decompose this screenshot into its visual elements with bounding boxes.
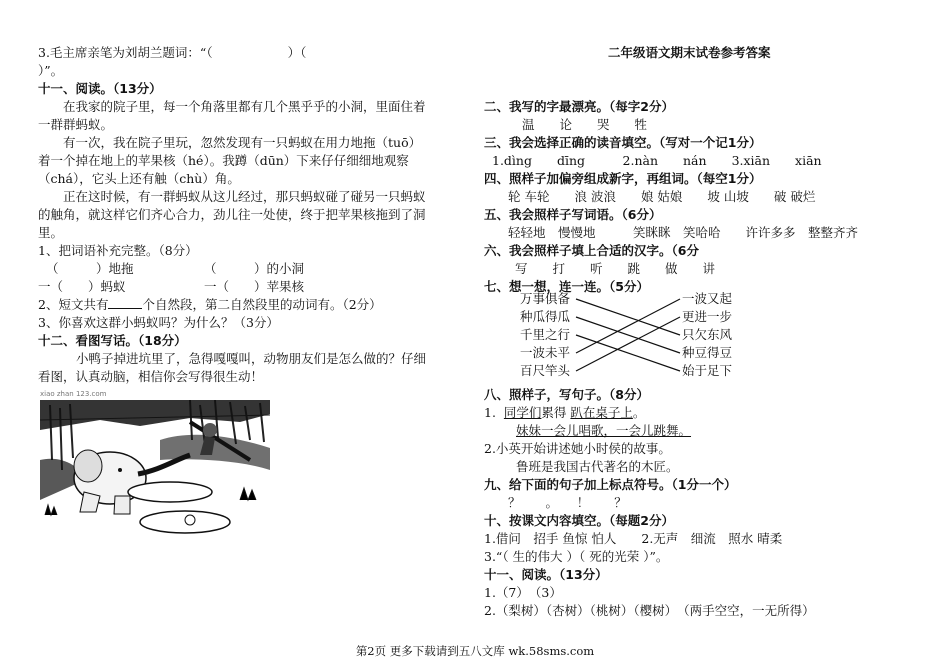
q1-blank-1: （ ）地拖 [46,261,134,276]
illustration-watermark: xiao zhan 123.com [40,390,107,398]
idiom-left-2: 种瓜得瓜 [520,309,571,324]
section-12-title: 十二、看图写话。（18分） [38,333,187,348]
passage-p3-line3: 里。 [38,225,64,240]
question-2-part-a: 2、短文共有 [38,297,109,312]
sentence-verb: 累得 [541,405,567,420]
page-footer: 第2页 更多下载请到五八文库 wk.58sms.com [355,644,595,658]
section-3-answers: 1.dìng dīng 2.nàn nán 3.xiān xiān [492,153,822,168]
q1-blank-4: 一（ ）苹果核 [204,279,305,294]
section-5-answers: 轻轻地 慢慢地 笑眯眯 笑哈哈 许许多多 整整齐齐 [508,225,859,240]
section-10-answer-2: 3.“（ 生的伟大 ）（ 死的光荣 ）”。 [484,549,669,564]
question-1: 1、把词语补充完整。（8分） [38,243,198,258]
q3-fill-blank: 3.毛主席亲笔为刘胡兰题词：“（ ）（ [38,45,307,60]
underlined-subject: 同学们 [503,405,542,420]
cartoon-illustration [40,390,270,532]
passage-p2-line1: 有一次，我在院子里玩，忽然发现有一只蚂蚁在用力地拖（tuō） [63,135,422,150]
section-9-answers: ？ 。 ！ ？ [508,495,627,510]
item-number: 1. [484,405,496,420]
passage-p3-line1: 正在这时候，有一群蚂蚁从这儿经过，那只蚂蚁碰了碰另一只蚂蚁 [63,189,426,204]
idiom-right-1: 一波又起 [682,291,733,306]
idiom-right-4: 种豆得豆 [682,345,733,360]
section-11-answer-2: 2.（梨树）（杏树）（桃树）（樱树） （两手空空，一无所得） [484,603,815,618]
idiom-right-2: 更进一步 [682,309,733,324]
passage-p3-line2: 的触角，就这样它们齐心合力，劲儿往一处使，终于把苹果核拖到了洞 [38,207,426,222]
section-10-title: 十、按课文内容填空。（每题2分） [484,513,674,528]
q3-fill-blank-cont: ）”。 [38,63,64,78]
writing-prompt-line2: 看图，认真动脑，相信你会写得很生动！ [38,369,264,384]
matching-lines [520,290,750,390]
sentence-end: 。 [632,405,646,420]
section-8-example-2: 2.小英开始讲述她小时侯的故事。 [484,441,671,456]
underlined-result: 趴在桌子上 [570,405,633,420]
section-11-title: 十一、阅读。（13分） [38,81,162,96]
writing-prompt-line1: 小鸭子掉进坑里了，急得嘎嘎叫，动物朋友们是怎么做的？仔细 [76,351,427,366]
passage-p2-line3: （chá），它头上还有触（chù）角。 [38,171,240,186]
section-11-answer-1: 1.（7） （3） [484,585,562,600]
section-7-title: 七、想一想，连一连。（5分） [484,279,649,294]
idiom-right-5: 始于足下 [682,363,733,378]
idiom-left-5: 百尺竿头 [520,363,571,378]
section-8-answer-1: 妹妹一会儿唱歌，一会儿跳舞。 [516,423,692,438]
section-10-answer-1: 1.借问 招手 鱼惊 怕人 2.无声 细流 照水 晴柔 [484,531,783,546]
passage-p1-line1: 在我家的院子里，每一个角落里都有几个黑乎乎的小洞，里面住着 [63,99,426,114]
q1-blank-2: （ ）的小洞 [204,261,305,276]
section-4-answers: 轮 车轮 浪 波浪 娘 姑娘 坡 山坡 破 破烂 [508,189,816,204]
section-9-title: 九、给下面的句子加上标点符号。（1分一个） [484,477,737,492]
question-2-part-b: 个自然段，第二自然段里的动词有。（2分） [142,297,382,312]
answer-blank [108,298,142,309]
section-5-title: 五、我会照样子写词语。（6分） [484,207,662,222]
section-2-answers: 温 论 哭 牲 [522,117,648,132]
section-6-answers: 写 打 听 跳 做 讲 [515,261,716,276]
section-4-title: 四、照样子加偏旁组成新字，再组词。（每空1分） [484,171,762,186]
question-2 [38,296,382,314]
section-6-title: 六、我会照样子填上合适的汉字。（6分 [484,243,699,258]
passage-p1-line2: 一群群蚂蚁。 [38,117,114,132]
q1-blank-3: 一（ ）蚂蚁 [38,279,126,294]
idiom-left-1: 万事俱备 [520,291,571,306]
matching-exercise [520,290,750,390]
passage-p2-line2: 着一个掉在地上的苹果核（hé）。我蹲（dūn）下来仔仔细细地观察 [38,153,409,168]
section-3-title: 三、我会选择正确的读音填空。（写对一个记1分） [484,135,762,150]
section-8-title: 八、照样子，写句子。（8分） [484,387,649,402]
section-2-title: 二、我写的字最漂亮。（每字2分） [484,99,674,114]
idiom-left-4: 一波未平 [520,345,571,360]
answer-key-heading: 二年级语文期末试卷参考答案 [608,45,771,60]
question-3: 3、你喜欢这群小蚂蚁吗？为什么？（3分） [38,315,279,330]
idiom-right-3: 只欠东风 [682,327,733,342]
idiom-left-3: 千里之行 [520,327,571,342]
section-11-answer-title: 十一、阅读。（13分） [484,567,608,582]
section-8-answer-2: 鲁班是我国古代著名的木匠。 [516,459,679,474]
section-8-example-1 [484,404,645,422]
